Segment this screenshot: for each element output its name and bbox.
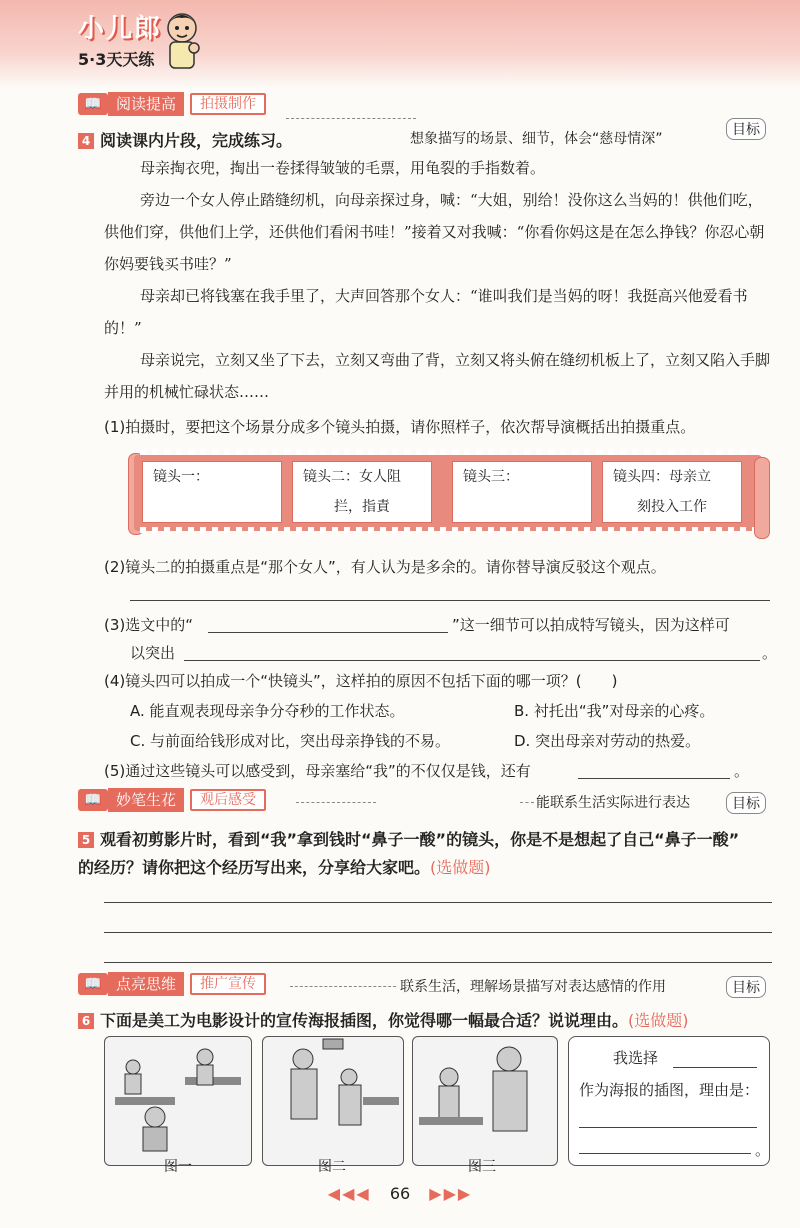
- film-holes-top: [140, 449, 756, 455]
- question-5: [78, 826, 778, 882]
- question-text: 观看初剪影片时，看到“我”拿到钱时“鼻子一酸”的镜头，你是不是想起了自己“鼻子一酸”: [100, 830, 740, 849]
- subquestion-3-cont: 以突出: [130, 644, 176, 662]
- answer-line[interactable]: [104, 932, 772, 933]
- section-subtitle: 拍摄制作: [190, 93, 266, 115]
- film-strip: [128, 447, 768, 543]
- answer-line[interactable]: [130, 600, 770, 601]
- section-header-writing: [78, 788, 266, 812]
- shot-note: 刻投入工作: [637, 499, 707, 515]
- caption-2: 图二: [318, 1159, 346, 1175]
- option-a[interactable]: A. 能直观表现母亲争分夺秒的工作状态。: [130, 702, 405, 720]
- illustration-1[interactable]: [104, 1036, 252, 1166]
- mother-counting-money-icon: [413, 1037, 557, 1155]
- page-footer: [0, 1184, 800, 1203]
- section-subtitle: 观后感受: [190, 789, 266, 811]
- section-title: 点亮思维: [108, 972, 184, 996]
- shot-frame-1[interactable]: [142, 461, 282, 523]
- left-arrows-icon: ◀◀◀: [327, 1184, 371, 1203]
- subquestion-2: (2)镜头二的拍摄重点是“那个女人”，有人认为是多余的。请你替导演反驳这个观点。: [104, 558, 666, 576]
- section-title: 妙笔生花: [108, 788, 184, 812]
- caption-3: 图三: [468, 1159, 496, 1175]
- shot-frame-3[interactable]: [452, 461, 592, 523]
- film-holes-bottom: [140, 527, 756, 533]
- section-goal: 能联系生活实际进行表达: [536, 795, 690, 811]
- goal-tag: 目标: [726, 976, 766, 998]
- answer-blank-choice[interactable]: [673, 1067, 757, 1068]
- question-number: 4: [78, 133, 94, 149]
- section-subtitle: 推广宣传: [190, 973, 266, 995]
- optional-tag: (选做题): [430, 858, 491, 877]
- passage-para-3: 母亲却已将钱塞在我手里了，大声回答那个女人：“谁叫我们是当妈的呀！我挺高兴他爱看书的！”: [104, 287, 748, 337]
- subquestion-5: (5)通过这些镜头可以感受到，母亲塞给“我”的不仅仅是钱，还有: [104, 762, 531, 780]
- option-b[interactable]: B. 衬托出“我”对母亲的心疼。: [514, 702, 715, 720]
- goal-tag: 目标: [726, 792, 766, 814]
- option-d[interactable]: D. 突出母亲对劳动的热爱。: [514, 732, 701, 750]
- passage-para-4: 母亲说完，立刻又坐了下去，立刻又弯曲了背，立刻又将头俯在缝纫机板上了，立刻又陷入手脚并用的机械忙碌状态……: [104, 351, 771, 401]
- option-c[interactable]: C. 与前面给钱形成对比，突出母亲挣钱的不易。: [130, 732, 451, 750]
- shot-frame-2: [292, 461, 432, 523]
- answer-line[interactable]: [579, 1153, 751, 1154]
- mascot-boy-icon: [160, 8, 204, 72]
- question-number: 5: [78, 832, 94, 848]
- divider: [520, 802, 534, 803]
- book-icon: 📖: [78, 973, 108, 995]
- illustration-2[interactable]: [262, 1036, 404, 1166]
- section-goal: 联系生活，理解场景描写对表达感情的作用: [400, 979, 666, 995]
- caption-1: 图一: [164, 1159, 192, 1175]
- punct-period: 。: [734, 762, 750, 780]
- passage-para-2: 旁边一个女人停止踏缝纫机，向母亲探过身，喊：“大姐，别给！没你这么当妈的！供他们吃，供他们穿，供他们上学，还供他们看闲书哇！”接着又对我喊：“你看你妈这是在怎么挣钱？你忍心朝你妈要钱买书哇？”: [104, 191, 765, 273]
- shot-label: 镜头四：母亲立: [613, 469, 711, 485]
- answer-line[interactable]: [104, 902, 772, 903]
- shot-label: 镜头一：: [153, 469, 209, 485]
- divider: [290, 986, 396, 987]
- page-number: 66: [389, 1184, 411, 1203]
- divider: [296, 802, 376, 803]
- shot-label: 镜头二：女人阻: [303, 469, 401, 485]
- punct-period: 。: [762, 644, 778, 662]
- sewing-workshop-icon: [105, 1037, 251, 1155]
- answer-blank-detail[interactable]: [208, 632, 448, 633]
- question-number: 6: [78, 1013, 94, 1029]
- subquestion-1: (1)拍摄时，要把这个场景分成多个镜头拍摄，请你照样子，依次帮导演概括出拍摄重点。: [104, 418, 696, 436]
- answer-blank-highlight[interactable]: [184, 660, 760, 661]
- subquestion-3-start: (3)选文中的“: [104, 616, 194, 634]
- question-prompt: 阅读课内片段，完成练习。: [100, 131, 293, 150]
- reason-label: 作为海报的插图，理由是：: [579, 1081, 760, 1099]
- section-title: 阅读提高: [108, 92, 184, 116]
- optional-tag: (选做题): [628, 1011, 689, 1030]
- section-header-thinking: [78, 972, 266, 996]
- shot-label: 镜头三：: [463, 469, 519, 485]
- answer-box: [568, 1036, 770, 1166]
- section-goal: 想象描写的场景、细节，体会“慈母情深”: [410, 131, 663, 147]
- punct-period: 。: [755, 1141, 771, 1159]
- section-header-reading: [78, 92, 266, 116]
- brand-subtitle: 5·3天天练: [78, 50, 155, 69]
- question-prompt: 下面是美工为电影设计的宣传海报插图，你觉得哪一幅最合适？说说理由。: [100, 1011, 629, 1030]
- brand-logo: [78, 8, 162, 70]
- goal-tag: 目标: [726, 118, 766, 140]
- brand-title: 小儿郎: [78, 14, 163, 44]
- answer-line[interactable]: [579, 1127, 757, 1128]
- subquestion-4: (4)镜头四可以拍成一个“快镜头”，这样拍的原因不包括下面的哪一项？( ): [104, 672, 618, 690]
- right-arrows-icon: ▶▶▶: [429, 1184, 473, 1203]
- question-text-2: 的经历？请你把这个经历写出来，分享给大家吧。: [78, 858, 431, 877]
- choose-label: 我选择: [613, 1049, 659, 1067]
- shot-note: 拦，指責: [334, 499, 390, 515]
- mother-gives-money-icon: [263, 1037, 403, 1155]
- subquestion-3-mid: ”这一细节可以拍成特写镜头，因为这样可: [452, 616, 730, 634]
- answer-blank-feeling[interactable]: [578, 778, 730, 779]
- book-icon: 📖: [78, 789, 108, 811]
- question-4: [78, 128, 292, 151]
- answer-line[interactable]: [104, 962, 772, 963]
- illustration-3[interactable]: [412, 1036, 558, 1166]
- passage-para-1: 母亲掏衣兜，掏出一卷揉得皱皱的毛票，用龟裂的手指数着。: [140, 159, 546, 177]
- book-icon: 📖: [78, 93, 108, 115]
- question-6: [78, 1008, 689, 1031]
- shot-frame-4: [602, 461, 742, 523]
- divider: [286, 118, 416, 119]
- film-curl-right: [754, 457, 770, 539]
